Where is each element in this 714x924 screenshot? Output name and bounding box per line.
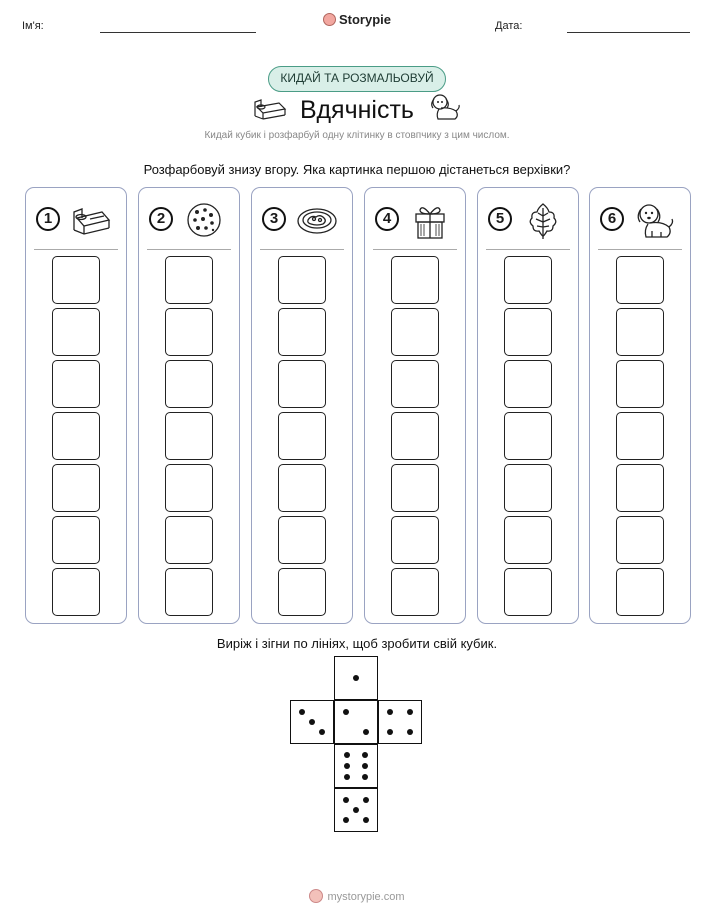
- color-cell[interactable]: [391, 464, 439, 512]
- color-cell[interactable]: [391, 308, 439, 356]
- footer: [0, 889, 714, 903]
- column-number: 1: [36, 207, 60, 231]
- color-cell[interactable]: [616, 464, 664, 512]
- color-cell[interactable]: [52, 568, 100, 616]
- dice-face-6: [334, 744, 378, 788]
- pip: [343, 817, 349, 823]
- column-4: [364, 187, 466, 624]
- color-cell[interactable]: [52, 308, 100, 356]
- pip: [363, 729, 369, 735]
- name-label: Ім'я:: [22, 20, 44, 32]
- color-cell[interactable]: [504, 568, 552, 616]
- column-separator: [598, 249, 682, 250]
- storypie-logo-icon: [309, 889, 323, 903]
- color-cell[interactable]: [504, 464, 552, 512]
- color-cell[interactable]: [165, 464, 213, 512]
- pip: [344, 752, 350, 758]
- color-cell[interactable]: [278, 516, 326, 564]
- date-line[interactable]: [567, 32, 690, 33]
- column-separator: [260, 249, 344, 250]
- color-cell[interactable]: [165, 516, 213, 564]
- pip: [343, 797, 349, 803]
- color-cell[interactable]: [52, 516, 100, 564]
- pip: [343, 709, 349, 715]
- color-cell[interactable]: [391, 412, 439, 460]
- column-separator: [34, 249, 118, 250]
- color-cell[interactable]: [504, 360, 552, 408]
- pip: [407, 709, 413, 715]
- leaf-icon: [522, 200, 564, 240]
- pip: [407, 729, 413, 735]
- column-separator: [147, 249, 231, 250]
- color-cell[interactable]: [391, 516, 439, 564]
- pip: [319, 729, 325, 735]
- color-cell[interactable]: [52, 360, 100, 408]
- column-number: 3: [262, 207, 286, 231]
- column-3: [251, 187, 353, 624]
- pip: [363, 797, 369, 803]
- color-cell[interactable]: [52, 412, 100, 460]
- color-cell[interactable]: [391, 360, 439, 408]
- pip: [387, 709, 393, 715]
- color-cell[interactable]: [165, 360, 213, 408]
- color-cell[interactable]: [504, 308, 552, 356]
- color-cell[interactable]: [278, 256, 326, 304]
- pip: [353, 675, 359, 681]
- brand-logo: [0, 12, 714, 27]
- dice-face-5: [334, 788, 378, 832]
- color-cell[interactable]: [278, 308, 326, 356]
- color-cell[interactable]: [616, 308, 664, 356]
- color-cell[interactable]: [278, 360, 326, 408]
- cut-instruction: Виріж і зігни по лініях, щоб зробити свій кубик.: [216, 636, 498, 651]
- pip: [353, 807, 359, 813]
- column-number: 6: [600, 207, 624, 231]
- color-cell[interactable]: [504, 256, 552, 304]
- color-cell[interactable]: [616, 516, 664, 564]
- column-2: [138, 187, 240, 624]
- color-cell[interactable]: [52, 256, 100, 304]
- activity-badge: КИДАЙ ТА РОЗМАЛЬОВУЙ: [268, 66, 446, 92]
- color-cell[interactable]: [165, 308, 213, 356]
- column-number: 5: [488, 207, 512, 231]
- color-cell[interactable]: [616, 568, 664, 616]
- column-separator: [486, 249, 570, 250]
- color-cell[interactable]: [278, 412, 326, 460]
- column-number: 2: [149, 207, 173, 231]
- column-separator: [373, 249, 457, 250]
- date-label: Дата:: [495, 20, 523, 32]
- dice-face-3: [290, 700, 334, 744]
- subtitle: Кидай кубик і розфарбуй одну клітинку в стовпчику з цим числом.: [204, 130, 510, 141]
- color-cell[interactable]: [504, 516, 552, 564]
- storypie-logo-icon: [323, 13, 336, 26]
- dice-face-1: [334, 656, 378, 700]
- color-cell[interactable]: [391, 256, 439, 304]
- pip: [362, 763, 368, 769]
- dice-face-2: [334, 700, 378, 744]
- color-cell[interactable]: [616, 412, 664, 460]
- color-cell[interactable]: [278, 568, 326, 616]
- instruction: Розфарбовуй знизу вгору. Яка картинка першою дістанеться верхівки?: [143, 162, 571, 177]
- pip: [299, 709, 305, 715]
- plate-of-food-icon: [296, 200, 338, 240]
- puppy-icon: [428, 92, 462, 122]
- color-cell[interactable]: [52, 464, 100, 512]
- color-cell[interactable]: [616, 256, 664, 304]
- puppy-icon: [634, 200, 676, 240]
- color-cell[interactable]: [504, 412, 552, 460]
- pip: [362, 774, 368, 780]
- pip: [387, 729, 393, 735]
- color-cell[interactable]: [391, 568, 439, 616]
- bed-icon: [70, 200, 112, 240]
- color-cell[interactable]: [165, 412, 213, 460]
- pip: [309, 719, 315, 725]
- name-line[interactable]: [100, 32, 256, 33]
- cookie-icon: [183, 200, 225, 240]
- page-title: Вдячність: [300, 96, 414, 124]
- gift-box-icon: [409, 200, 451, 240]
- color-cell[interactable]: [616, 360, 664, 408]
- pip: [362, 752, 368, 758]
- pip: [344, 774, 350, 780]
- color-cell[interactable]: [278, 464, 326, 512]
- column-number: 4: [375, 207, 399, 231]
- dice-face-4: [378, 700, 422, 744]
- footer-url[interactable]: mystorypie.com: [327, 891, 405, 903]
- pip: [344, 763, 350, 769]
- brand-name: Storypie: [338, 12, 391, 27]
- column-5: [477, 187, 579, 624]
- column-1: [25, 187, 127, 624]
- pip: [363, 817, 369, 823]
- column-6: [589, 187, 691, 624]
- color-cell[interactable]: [165, 256, 213, 304]
- color-cell[interactable]: [165, 568, 213, 616]
